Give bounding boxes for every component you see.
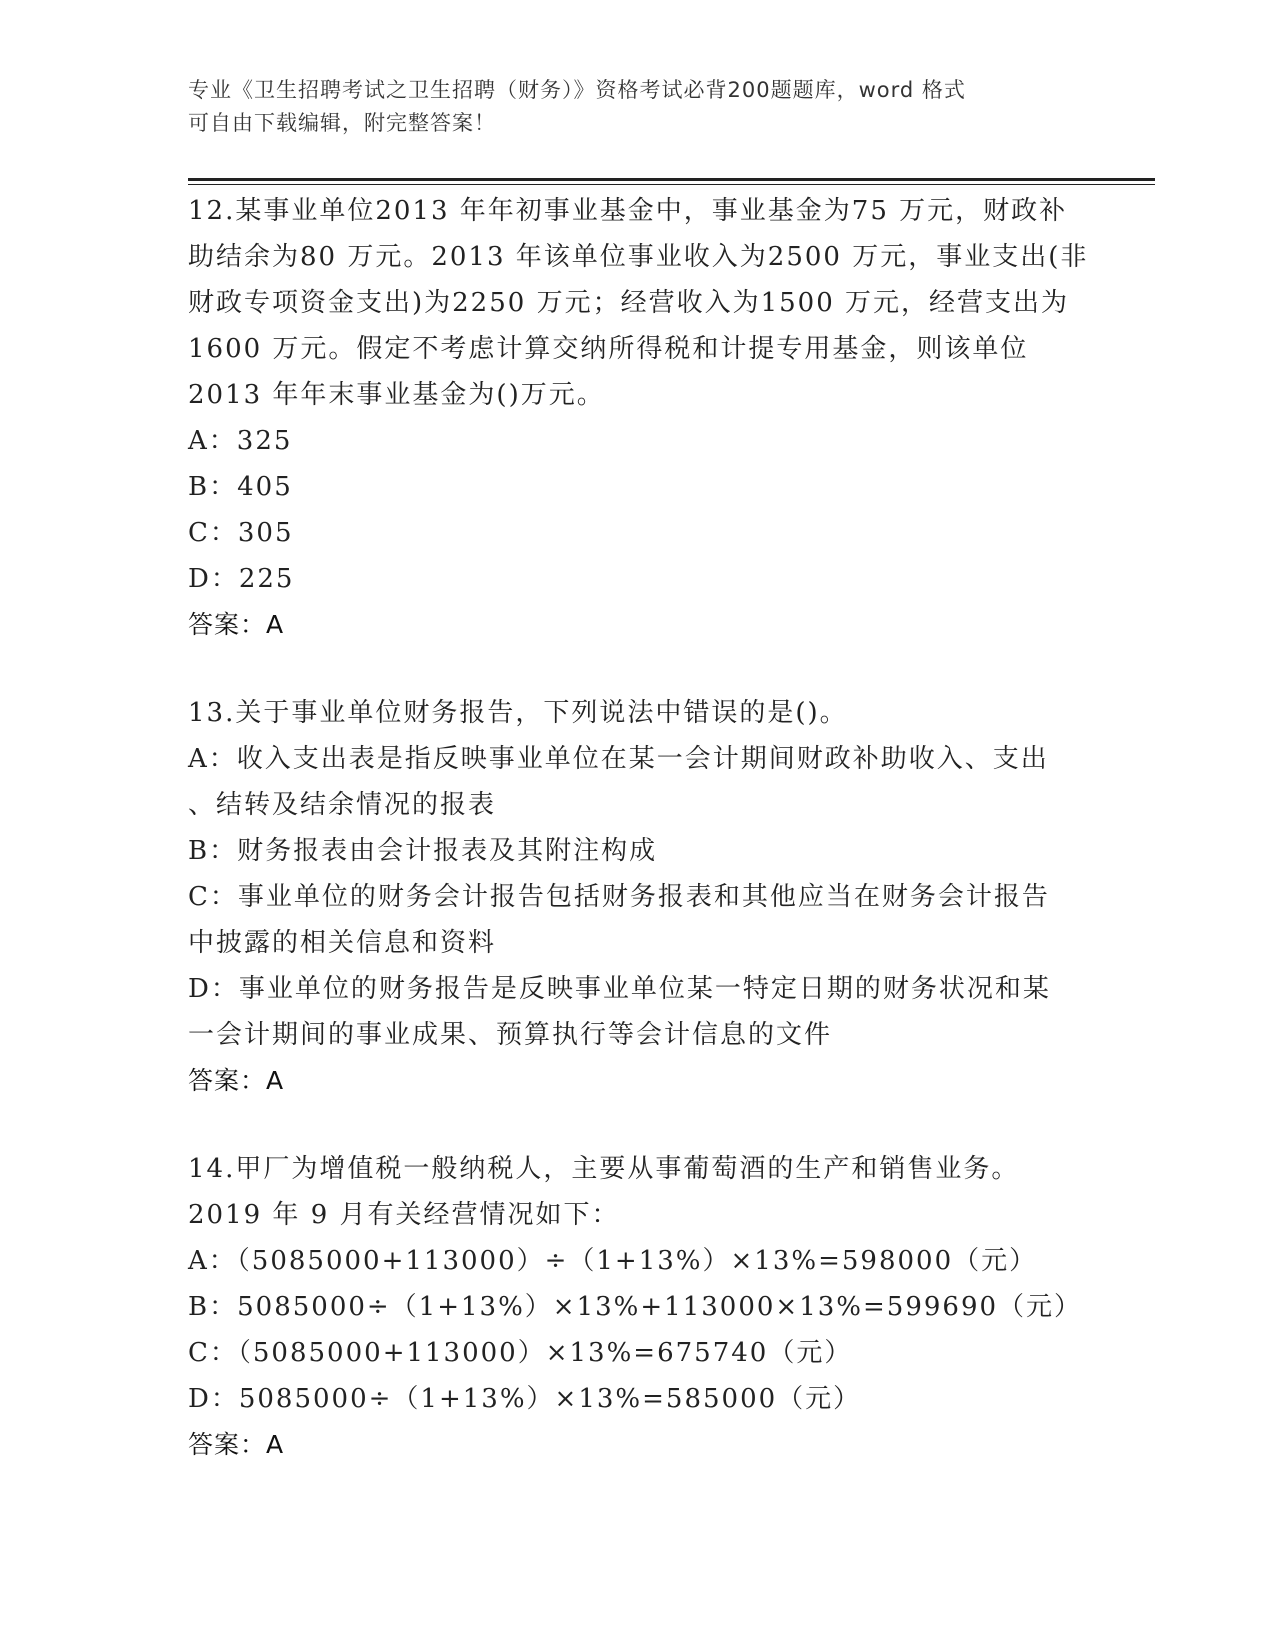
option-a: A：（5085000+113000）÷（1+13%）×13%=598000（元） (188, 1246, 1038, 1276)
answer-label: 答案：A (188, 610, 285, 639)
option-d: D：5085000÷（1+13%）×13%=585000（元） (188, 1384, 862, 1414)
question-stem-line: 财政专项资金支出)为2250 万元；经营收入为1500 万元，经营支出为 (188, 288, 1070, 318)
option-d: D：225 (188, 564, 295, 594)
question-stem-line: 2019 年 9 月有关经营情况如下： (188, 1200, 620, 1230)
header-line-2: 可自由下载编辑，附完整答案！ (188, 111, 496, 135)
option-c: C：事业单位的财务会计报告包括财务报表和其他应当在财务会计报告 (188, 882, 1050, 912)
question-stem-line: 12.某事业单位2013 年年初事业基金中，事业基金为75 万元，财政补 (188, 196, 1068, 226)
answer-label: 答案：A (188, 1430, 285, 1459)
option-d: D：事业单位的财务报告是反映事业单位某一特定日期的财务状况和某 (188, 974, 1051, 1004)
option-a: A：325 (188, 426, 293, 456)
question-13 (188, 690, 1088, 1104)
question-stem-line: 2013 年年末事业基金为()万元。 (188, 380, 605, 410)
question-stem-line: 14.甲厂为增值税一般纳税人，主要从事葡萄酒的生产和销售业务。 (188, 1154, 1020, 1184)
question-12 (188, 188, 1088, 648)
question-stem-line: 助结余为80 万元。2013 年该单位事业收入为2500 万元，事业支出(非 (188, 242, 1089, 272)
answer-label: 答案：A (188, 1066, 285, 1095)
question-list (188, 188, 1088, 1510)
header-rule-thin (188, 184, 1155, 185)
header-rule-thick (188, 178, 1155, 181)
option-c: C：305 (188, 518, 294, 548)
option-b: B：财务报表由会计报表及其附注构成 (188, 836, 658, 866)
question-14 (188, 1146, 1088, 1468)
question-stem-line: 13.关于事业单位财务报告，下列说法中错误的是()。 (188, 698, 848, 728)
option-c-continued: 中披露的相关信息和资料 (188, 928, 497, 958)
option-c: C：（5085000+113000）×13%=675740（元） (188, 1338, 853, 1368)
option-a: A：收入支出表是指反映事业单位在某一会计期间财政补助收入、支出 (188, 744, 1049, 774)
question-stem-line: 1600 万元。假定不考虑计算交纳所得税和计提专用基金，则该单位 (188, 334, 1029, 364)
option-d-continued: 一会计期间的事业成果、预算执行等会计信息的文件 (188, 1020, 833, 1050)
option-b: B：5085000÷（1+13%）×13%+113000×13%=599690（元） (188, 1292, 1083, 1322)
option-b: B：405 (188, 472, 293, 502)
header-line-1: 专业《卫生招聘考试之卫生招聘（财务）》资格考试必背200题题库，word 格式 (188, 78, 966, 102)
option-a-continued: 、结转及结余情况的报表 (188, 790, 497, 820)
document-header (188, 74, 1088, 140)
